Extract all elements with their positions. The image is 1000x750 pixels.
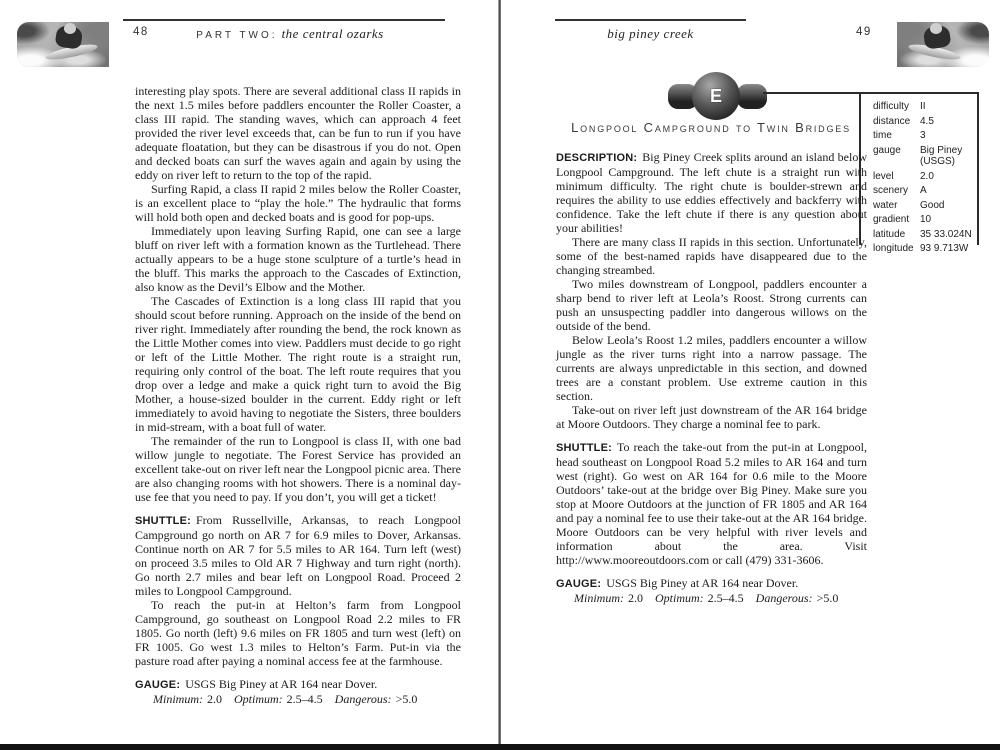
page-left (0, 0, 498, 744)
photo-art (897, 22, 989, 67)
gauge-paragraph (556, 576, 867, 591)
body-paragraph: Take-out on river left just downstream of the AR 164 bridge at Moore Outdoors. They charge a nominal fee to park. (556, 403, 867, 431)
stats-box (859, 92, 979, 254)
dangerous-value: >5.0 (816, 591, 839, 605)
page-right (501, 0, 1000, 744)
stats-row: longitude 93 9.713W (873, 243, 969, 254)
body-paragraph: There are many class II rapids in this section. Unfortunately, some of the best-named rapids have disappeared due to the changing streambed. (556, 235, 867, 277)
shuttle-label: SHUTTLE: (556, 442, 612, 454)
body-paragraph: The remainder of the run to Longpool is class II, with one bad willow jungle to negotiate. The Forest Service has provided an excellent take-out on river left near the Longpool picnic area. There are also changing rooms with hot showers. There is a nominal day-use fee that you need to pay. If you don’t, you will get a ticket! (135, 434, 461, 504)
photo-art (17, 22, 109, 67)
optimum-value: 2.5–4.5 (286, 692, 323, 706)
shuttle-text: From Russellville, Arkansas, to reach Longpool Campground go north on AR 7 for 6.9 miles to Dover, Arkansas. Continue north on AR 7 for 5.5 miles to AR 164. Turn left (west) on proceed 3.5 miles to Old AR 7 Highway and turn right (north). Go north 2.7 miles and bear left on Longpool Road. Proceed 2 miles to Longpool Campground. (135, 513, 461, 598)
gauge-block (135, 677, 461, 706)
minimum-label: Minimum: (153, 692, 203, 706)
stats-row: scenery A (873, 185, 927, 196)
description-text: Big Piney Creek splits around an island below Longpool Campground. The left chute is a straight run with minimum difficulty. The right chute is boulder-strewn and requires the ability to use eddies effectively and backferry with confidence. Take the left chute if there is any question about your abilities! (556, 150, 867, 235)
minimum-value: 2.0 (628, 591, 643, 605)
stats-row: level 2.0 (873, 170, 934, 182)
shuttle-paragraph (556, 440, 867, 567)
gauge-block (556, 576, 867, 605)
shuttle-text: To reach the take-out from the put-in at Longpool, head southeast on Longpool Road 5.2 miles to AR 164 and turn west (right). Go west on AR 164 for 0.6 mile to the Moore Outdoors’ take-out at the bridge over Big Piney. Make sure you stop at Moore Outdoors at the junction of FR 1805 and AR 164 and pay a nominal fee to use their take-out at the AR 164 bridge. Moore Outdoors can be very helpful with river levels and information about the area. Visit http://www.mooreoutdoors.com or call (479) 331-3606. (556, 440, 867, 567)
shuttle-paragraph (135, 513, 461, 598)
body-paragraph: The Cascades of Extinction is a long class III rapid that you should scout before running. Approach on the inside of the bend on river right. Immediately after rounding the bend, the rock known as the Little Mother comes into view. Paddlers must decide to go right or left of the Little Mother. The right route is a straight run, requiring only control of the boat. The left route requires that you drop over a ledge and make a quick right turn to avoid the Big Mother, a house-sized boulder in the current. Eddy right or left immediately to avoid having to negotiate the Sisters, three boulders in mid-stream, with a boat full of water. (135, 294, 461, 434)
shuttle-label: SHUTTLE: (135, 515, 191, 527)
running-head-section-title: the central ozarks (281, 26, 384, 41)
running-head-right (555, 25, 746, 43)
helmet-shape (64, 23, 76, 34)
book-bottom-edge (0, 744, 1000, 750)
body-paragraph: interesting play spots. There are several additional class II rapids in the next 1.5 miles before paddlers encounter the Roller Coaster, a class III rapid. The standing waves, which can approach 4 feet provided the river level exceeds that, can be fun to run if you have adequate floatation, but they can be disastrous if you do not. Open and decked boats can surf the waves again and again by using the eddy on river left to return to the top of the rapid. (135, 84, 461, 182)
gauge-paragraph (135, 677, 461, 692)
body-paragraph: Surfing Rapid, a class II rapid 2 miles below the Roller Coaster, is an excellent place to “play the hole.” The hydraulic that forms will hold both open and decked boats and is good for pop-ups. (135, 182, 461, 224)
page-number-left: 48 (133, 26, 149, 38)
minimum-label: Minimum: (574, 591, 624, 605)
stats-row: distance 4.5 (873, 115, 934, 127)
body-paragraph: To reach the put-in at Helton’s farm from Longpool Campground, go southeast on Longpool Road 2.2 miles to FR 1805. Go north (left) 9.6 miles on FR 1805 and turn west (left) on FR 1005. Go west 1.3 miles to Helton’s Farm. Put-in via the pasture road after paying a nominal access fee at the farmhouse. (135, 598, 461, 668)
stats-row: water Good (873, 199, 945, 211)
body-paragraph: Immediately upon leaving Surfing Rapid, one can see a large bluff on river left with a formation known as the Turtlehead. There actually appears to be a huge stone sculpture of a turtle’s head in the bluff. This marks the approach to the Cascades of Extinction, also know as the Devil’s Elbow and the Mother. (135, 224, 461, 294)
header-rule-right (555, 19, 746, 21)
gauge-label: GAUGE: (556, 578, 602, 590)
optimum-label: Optimum: (234, 692, 283, 706)
paddle-blade-right-icon (737, 84, 767, 109)
description-paragraph (556, 150, 867, 235)
left-text-column (135, 84, 461, 706)
stats-row: gradient 10 (873, 214, 932, 225)
running-head-part-label: PART TWO: (196, 30, 278, 41)
stats-row: gauge Big Piney (USGS) (873, 144, 963, 167)
section-title: Longpool Campground to Twin Bridges (571, 120, 851, 135)
running-head-river-title: big piney creek (607, 26, 694, 41)
stats-row: latitude 35 33.024N (873, 228, 972, 240)
stats-row: difficulty II (873, 101, 926, 112)
gauge-text: USGS Big Piney at AR 164 near Dover. (606, 576, 799, 590)
dangerous-label: Dangerous: (334, 692, 392, 706)
body-paragraph: Below Leola’s Roost 1.2 miles, paddlers encounter a willow jungle as the river turns right into a narrow passage. The currents are always unpredictable in this section, and downed trees are a constant problem. Use extreme caution in this section. (556, 333, 867, 403)
optimum-label: Optimum: (655, 591, 704, 605)
dangerous-label: Dangerous: (755, 591, 813, 605)
gauge-levels-line (556, 591, 867, 605)
stats-row: time 3 (873, 130, 926, 141)
optimum-value: 2.5–4.5 (707, 591, 744, 605)
gauge-levels-line (135, 692, 461, 706)
gauge-label: GAUGE: (135, 679, 181, 691)
page-gutter-divider (498, 0, 501, 744)
minimum-value: 2.0 (207, 692, 222, 706)
section-letter: E (709, 85, 722, 106)
running-head-left (135, 25, 445, 43)
header-rule-left (123, 19, 445, 21)
gauge-text: USGS Big Piney at AR 164 near Dover. (185, 677, 378, 691)
right-text-column (556, 150, 867, 605)
body-paragraph: Two miles downstream of Longpool, paddlers encounter a sharp bend to river left at Leola’s Roost. Strong currents can push an unsuspecting paddler into dangerous willows on the outside of the bend. (556, 277, 867, 333)
marker-rule (763, 92, 859, 94)
page-number-right: 49 (856, 26, 872, 38)
whitewater-kayaker-photo-right (897, 22, 989, 67)
description-label: DESCRIPTION: (556, 152, 638, 164)
dangerous-value: >5.0 (395, 692, 418, 706)
section-marker-icon (692, 72, 740, 120)
whitewater-kayaker-photo-left (17, 22, 109, 67)
helmet-shape (930, 23, 942, 34)
